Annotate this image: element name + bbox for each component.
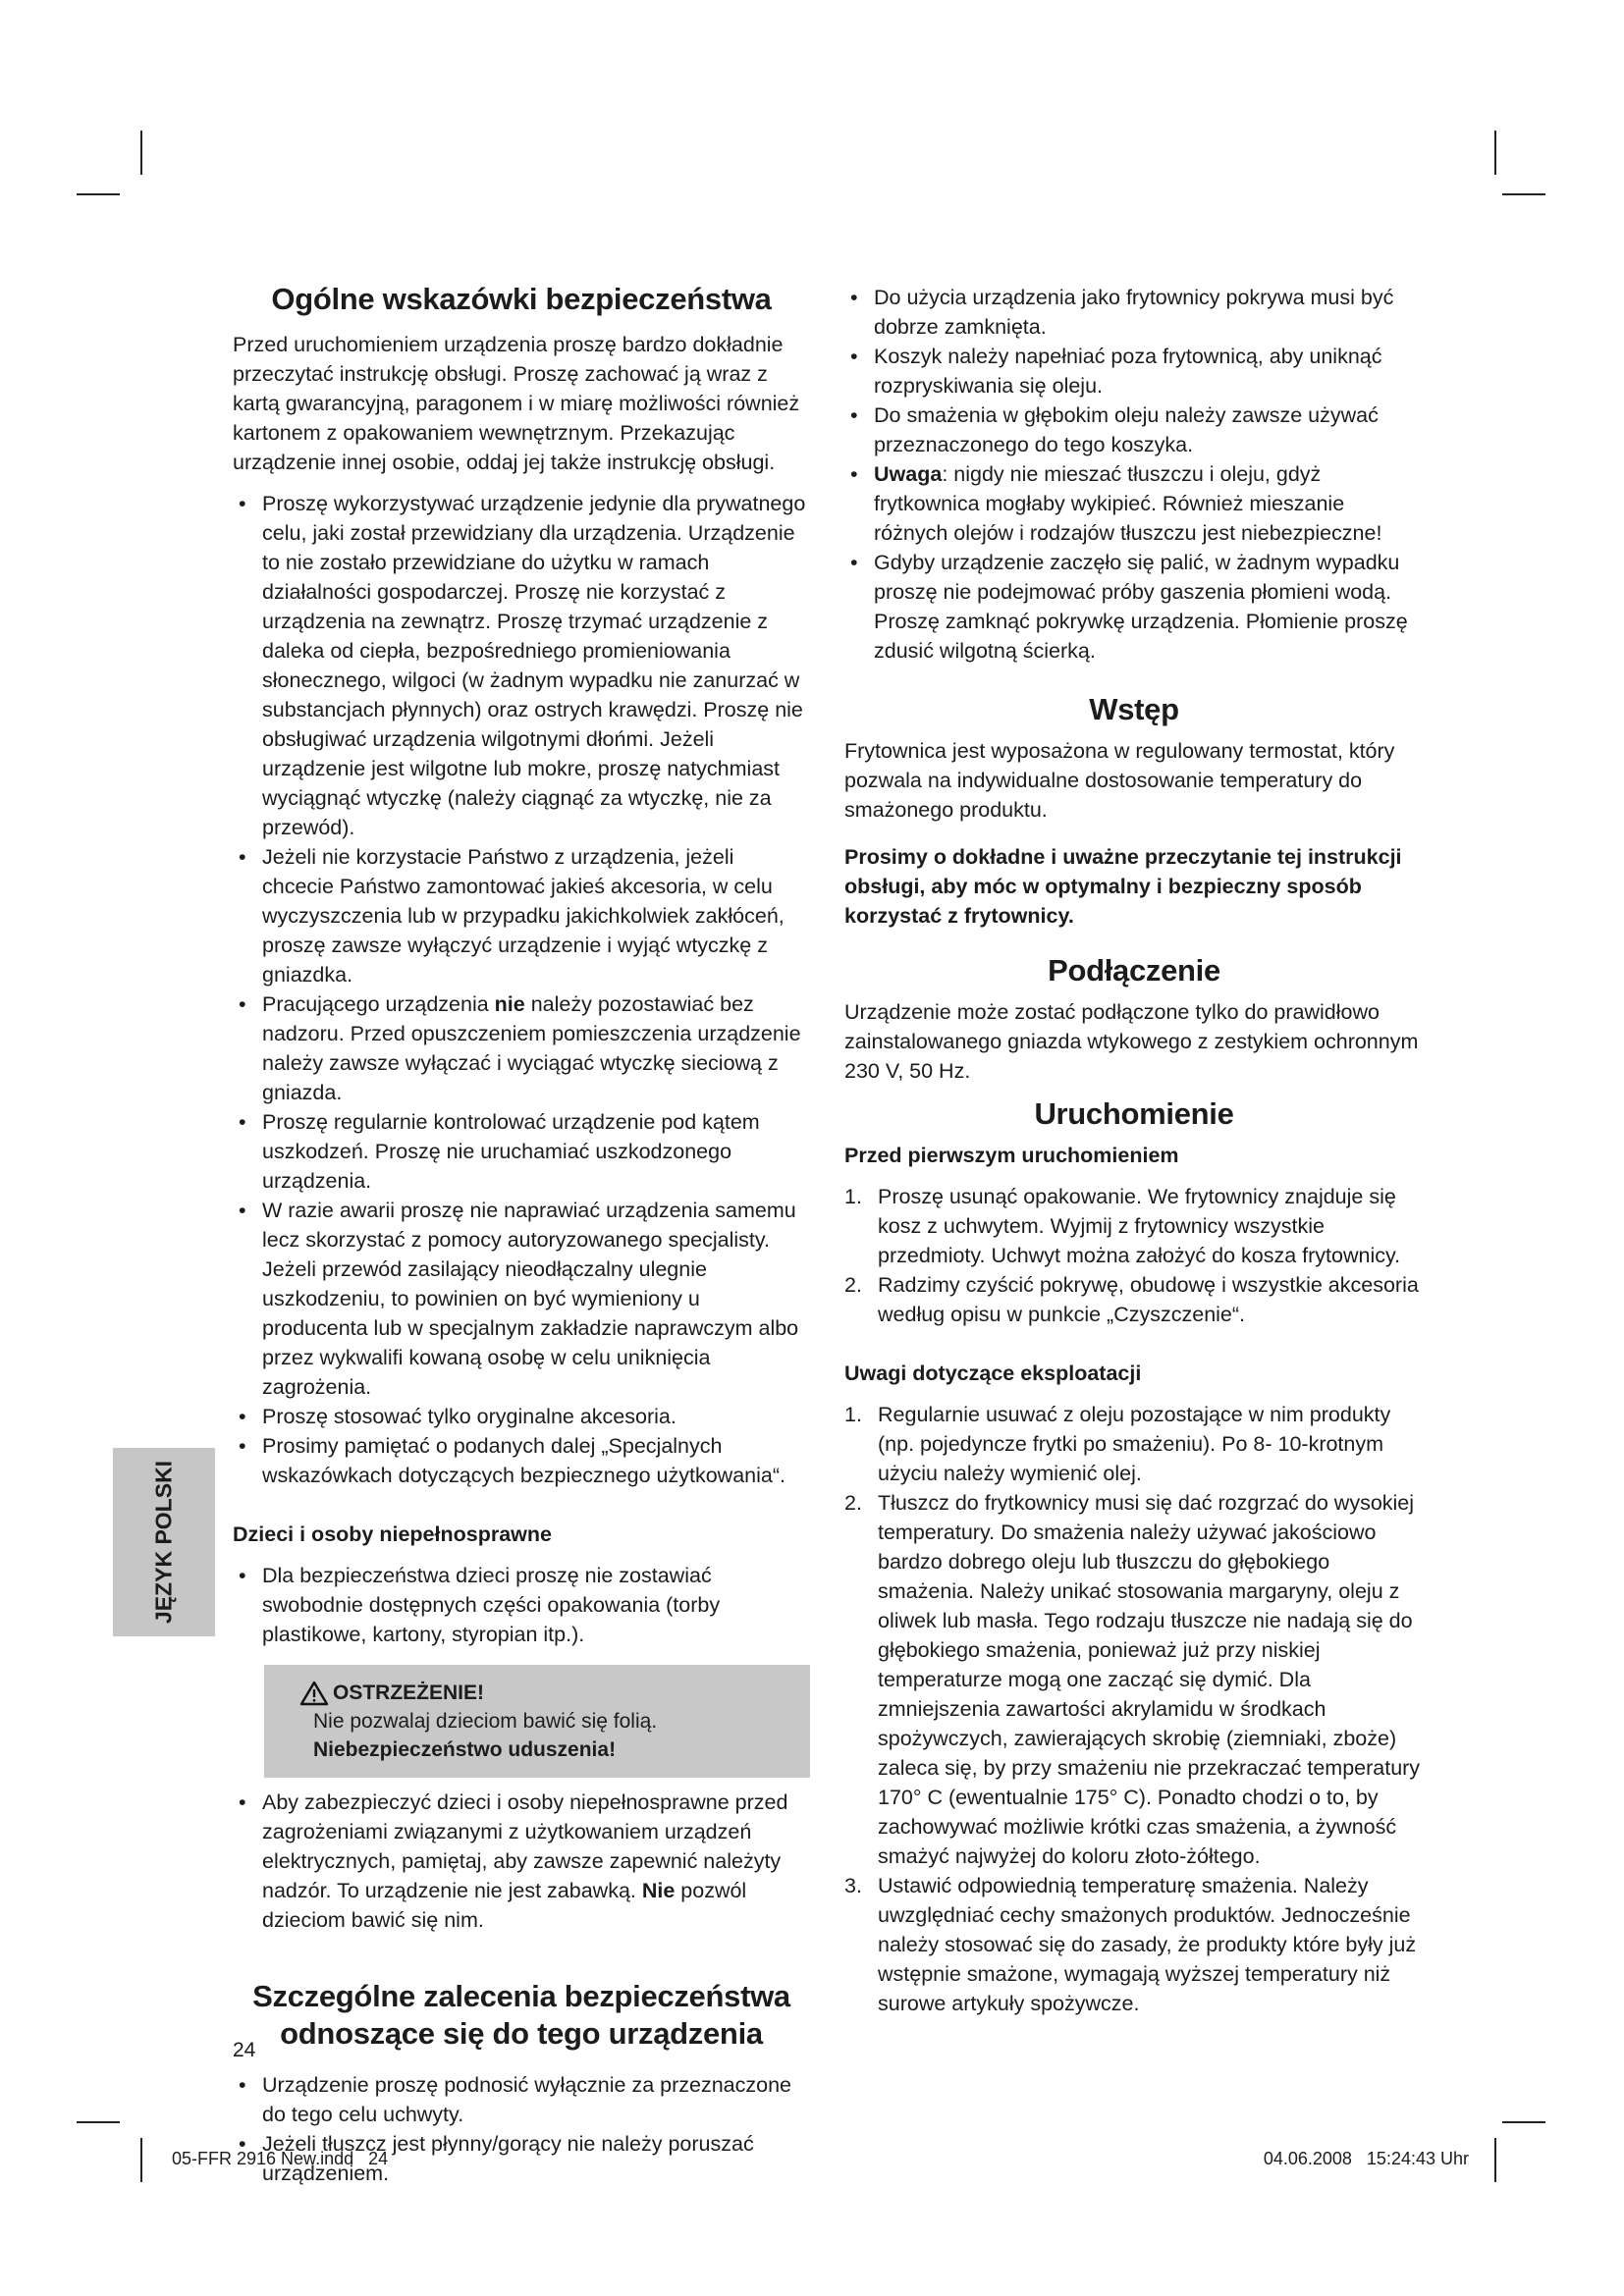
list-item (233, 989, 810, 1107)
subheading-usage-notes: Uwagi dotyczące eksploatacji (844, 1362, 1142, 1385)
crop-mark (1494, 2138, 1496, 2182)
list-item: • Koszyk należy napełniać poza frytownicą, aby uniknąć rozpryskiwania się oleju. (844, 342, 1424, 400)
warning-line-bold: Niebezpieczeństwo uduszenia! (313, 1738, 617, 1761)
crop-mark (1502, 193, 1545, 195)
step-item (844, 1270, 1424, 1329)
list-item: • Urządzenie proszę podnosić wyłącznie za przeznaczone do tego celu uchwyty. (233, 2070, 810, 2129)
list-item (233, 1788, 810, 1935)
heading-intro: Wstęp (1089, 692, 1179, 726)
warning-box (264, 1665, 810, 1778)
step-number: 3. (844, 1874, 862, 1897)
step-number: 2. (844, 1273, 862, 1297)
bold-word: Nie (641, 1879, 676, 1902)
intro-paragraph: Przed uruchomieniem urządzenia proszę bardzo dokładnie przeczytać instrukcję obsługi. Proszę zachować ją wraz z kartą gwarancyjną, paragonem i w miarę możliwości również kartonem z opakowaniem wewnętrznym. Przekazując urządzenie innej osobie, oddaj jej także instrukcję obsługi. (233, 333, 800, 474)
step-number: 1. (844, 1185, 862, 1208)
list-item: • Jeżeli nie korzystacie Państwo z urządzenia, jeżeli chcecie Państwo zamontować jakieś akcesoria, w celu wyczyszczenia lub w przypadku jakichkolwiek zakłóceń, proszę zawsze wyłączyć urządzenie i wyjąć wtyczkę z gniazdka. (233, 842, 810, 989)
language-label: JĘZYK POLSKI (150, 1460, 177, 1625)
crop-mark (1494, 131, 1496, 175)
subheading-first-use: Przed pierwszym uruchomieniem (844, 1144, 1179, 1167)
right-column (844, 279, 1424, 2018)
general-safety-list (233, 489, 810, 1490)
crop-mark (140, 2138, 142, 2182)
list-item (844, 459, 1424, 548)
language-side-tab (113, 1448, 215, 1636)
crop-mark (77, 193, 120, 195)
children-list (233, 1561, 810, 1649)
step-text: Tłuszcz do frytkownicy musi się dać rozgrzać do wysokiej temperatury. Do smażenia należy używać jakościowo bardzo dobrego oleju lub tłuszczu do głębokiego smażenia. Należy unikać stosowania margaryny, oleju z oliwek lub masła. Tego rodzaju tłuszcze nie nadają się do głębokiego smażenia, ponieważ już przy niskiej temperaturze mogą one zacząć się dymić. Dla zmniejszenia zawartości akrylamidu w środkach spożywczych, zawierających skrobię (ziemniaki, zboże) zaleca się, by przy smażeniu nie przekraczać temperatury 170° C (ewentualnie 175° C). Ponadto chodzi o to, by zachowywać możliwie krótki czas smażenia, a żywność smażyć najwyżej do koloru złoto-żółtego. (878, 1491, 1421, 1868)
step-number: 1. (844, 1403, 862, 1426)
text-fragment: : nigdy nie mieszać tłuszczu i oleju, gdyż frytkownica mogłaby wykipieć. Również mieszanie różnych olejów i rodzajów tłuszczu jest niebezpieczne! (874, 462, 1382, 545)
heading-children: Dzieci i osoby niepełnosprawne (233, 1522, 552, 1546)
connection-text: Urządzenie może zostać podłączone tylko do prawidłowo zainstalowanego gniazda wtykowego z zestykiem ochronnym 230 V, 50 Hz. (844, 1000, 1419, 1083)
step-text: Regularnie usuwać z oleju pozostające w nim produkty (np. pojedyncze frytki po smażeniu). Po 8- 10-krotnym użyciu należy wymienić olej. (878, 1403, 1391, 1485)
list-item: • Proszę regularnie kontrolować urządzenie pod kątem uszkodzeń. Proszę nie uruchamiać uszkodzonego urządzenia. (233, 1107, 810, 1196)
intro-text: Frytownica jest wyposażona w regulowany termostat, który pozwala na indywidualne dostosowanie temperatury do smażonego produktu. (844, 739, 1395, 822)
heading-line: odnoszące się do tego urządzenia (280, 2016, 763, 2051)
step-item (844, 1182, 1424, 1270)
step-item (844, 1871, 1424, 2018)
list-item: • W razie awarii proszę nie naprawiać urządzenia samemu lecz skorzystać z pomocy autoryzowanego specjalisty. Jeżeli przewód zasilający nieodłączalny ulegnie uszkodzeniu, to powinien on być wymieniony u producenta lub w specjalnym zakładzie naprawczym albo przez wykwalifi kowaną osobę w celu uniknięcia zagrożenia. (233, 1196, 810, 1402)
footer-timestamp: 04.06.2008 15:24:43 Uhr (1263, 2149, 1469, 2168)
list-item: • Proszę stosować tylko oryginalne akcesoria. (233, 1402, 810, 1431)
warning-title-text: OSTRZEŻENIE! (333, 1682, 485, 1704)
heading-connection: Podłączenie (1048, 953, 1220, 988)
first-use-steps (844, 1182, 1424, 1329)
list-item: • Do użycia urządzenia jako frytownicy pokrywa musi być dobrze zamknięta. (844, 283, 1424, 342)
page-number: 24 (233, 2039, 256, 2061)
text-fragment: pozwól dzieciom bawić się nim. (262, 1879, 747, 1932)
step-number: 2. (844, 1491, 862, 1515)
frying-safety-list (844, 283, 1424, 666)
bold-word: nie (494, 992, 525, 1016)
heading-special-safety (233, 1978, 810, 2053)
usage-steps (844, 1400, 1424, 2018)
heading-startup: Uruchomienie (1034, 1096, 1234, 1131)
text-fragment: Pracującego urządzenia (262, 992, 495, 1016)
crop-mark (140, 131, 142, 175)
warning-line: Nie pozwalaj dzieciom bawić się folią. (313, 1710, 658, 1733)
heading-line: Szczególne zalecenia bezpieczeństwa (252, 1979, 790, 2013)
step-text: Proszę usunąć opakowanie. We frytownicy znajduje się kosz z uchwytem. Wyjmij z frytownicy wszystkie przedmioty. Uchwyt można założyć do kosza frytownicy. (878, 1185, 1401, 1267)
crop-mark (77, 2121, 120, 2123)
list-item: • Dla bezpieczeństwa dzieci proszę nie zostawiać swobodnie dostępnych części opakowania (torby plastikowe, kartony, styropian itp.). (233, 1561, 810, 1649)
step-item (844, 1488, 1424, 1871)
text-fragment: należy pozostawiać bez nadzoru. Przed opuszczeniem pomieszczenia urządzenie należy zawsze wyłączać i wyciągać wtyczkę sieciową z gniazda. (262, 992, 801, 1104)
warning-title (299, 1679, 794, 1707)
step-text: Radzimy czyścić pokrywę, obudowę i wszystkie akcesoria według opisu w punkcie „Czyszczenie“. (878, 1273, 1419, 1326)
warning-triangle-icon (299, 1681, 329, 1706)
step-item (844, 1400, 1424, 1488)
special-safety-list (233, 2070, 810, 2188)
uwaga-label: Uwaga (874, 462, 943, 486)
list-item: • Proszę wykorzystywać urządzenie jedynie dla prywatnego celu, jaki został przewidziany dla urządzenia. Urządzenie to nie zostało przewidziane do użytku w ramach działalności gospodarczej. Proszę nie korzystać z urządzenia na zewnątrz. Proszę trzymać urządzenie z daleka od ciepła, bezpośredniego promieniowania słonecznego, wilgoci (w żadnym wypadku nie zanurzać w substancjach płynnych) oraz ostrych krawędzi. Proszę nie obsługiwać urządzenia wilgotnymi dłońmi. Jeżeli urządzenie jest wilgotne lub mokre, proszę natychmiast wyciągnąć wtyczkę (należy ciągnąć za wtyczkę, nie za przewód). (233, 489, 810, 842)
text-fragment: Aby zabezpieczyć dzieci i osoby niepełnosprawne przed zagrożeniami związanymi z użytkowaniem urządzeń elektrycznych, pamiętaj, aby zawsze zapewnić należyty nadzór. To urządzenie nie jest zabawką. (262, 1790, 788, 1902)
list-item: • Do smażenia w głębokim oleju należy zawsze używać przeznaczonego do tego koszyka. (844, 400, 1424, 459)
crop-mark (1502, 2121, 1545, 2123)
left-column (233, 279, 810, 2188)
heading-general-safety: Ogólne wskazówki bezpieczeństwa (271, 282, 772, 316)
list-item: • Jeżeli tłuszcz jest płynny/gorący nie należy poruszać urządzeniem. (233, 2129, 810, 2188)
step-text: Ustawić odpowiednią temperaturę smażenia. Należy uwzględniać cechy smażonych produktów. Jednocześnie należy stosować się do zasady, że produkty które były już wstępnie smażone, wymagają wyższej temperatury niż surowe artykuły spożywcze. (878, 1874, 1417, 2015)
children-list-continued (233, 1788, 810, 1935)
list-item: • Gdyby urządzenie zaczęło się palić, w żadnym wypadku proszę nie podejmować próby gaszenia płomieni wodą. Proszę zamknąć pokrywkę urządzenia. Płomienie proszę zdusić wilgotną ścierką. (844, 548, 1424, 666)
footer-filename: 05-FFR 2916 New.indd 24 (172, 2149, 389, 2168)
intro-bold-note: Prosimy o dokładne i uważne przeczytanie tej instrukcji obsługi, aby móc w optymalny i bezpieczny sposób korzystać z frytownicy. (844, 845, 1402, 928)
list-item: • Prosimy pamiętać o podanych dalej „Specjalnych wskazówkach dotyczących bezpiecznego użytkowania“. (233, 1431, 810, 1490)
